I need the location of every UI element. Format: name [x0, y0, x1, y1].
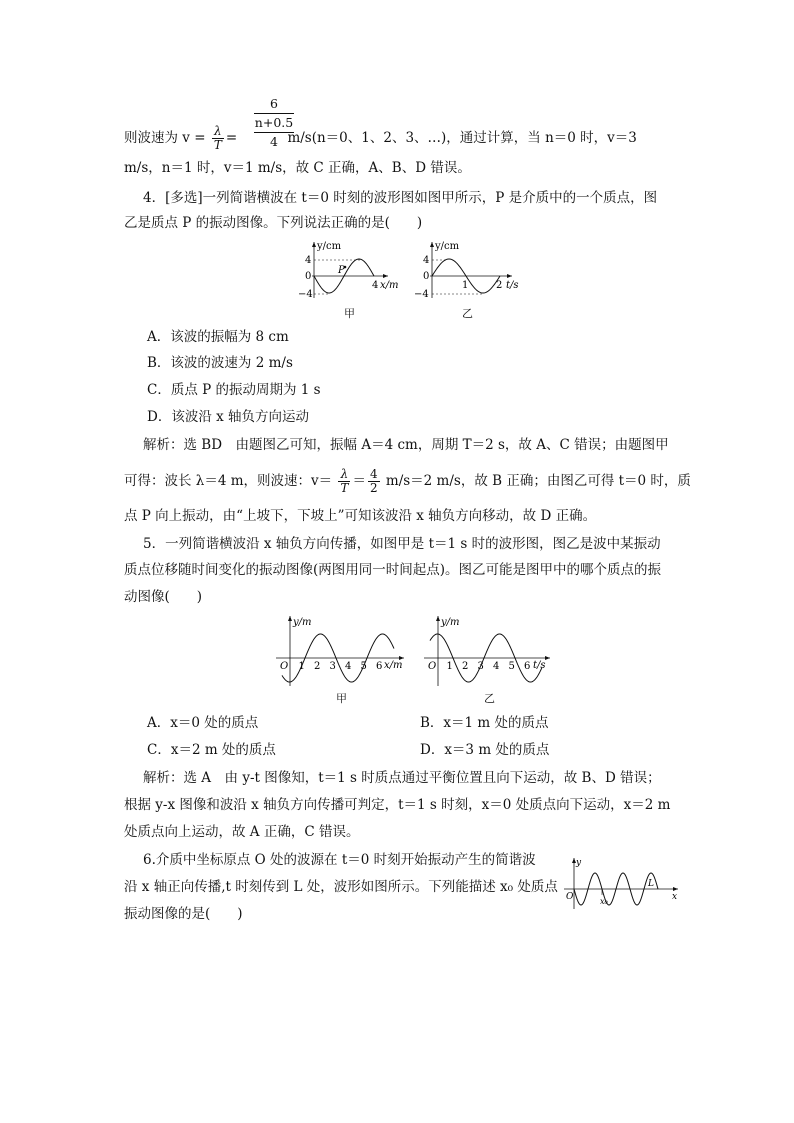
q5-sol-line2: 根据 y-x 图像和波沿 x 轴负方向传播可判定，t＝1 s 时刻，x＝0 处质点向下运动，x＝2 m: [124, 797, 671, 813]
sol3-line1: [124, 125, 637, 152]
big-fraction-mid: n+0.5: [254, 113, 294, 133]
q4-vibration-graph: [410, 238, 535, 302]
caption-yi-5: 乙: [484, 692, 495, 705]
text: ＝: [352, 473, 366, 489]
origin-label: O: [566, 892, 574, 902]
text: 可得：波长 λ＝4 m，则波速：v＝: [124, 473, 333, 489]
tick-4: 4: [305, 255, 312, 266]
q4-line1: 4．[多选]一列简谐横波在 t＝0 时刻的波形图如图甲所示，P 是介质中的一个质点，图: [143, 190, 658, 206]
text: m/s(n＝0、1、2、3、…)，通过计算，当 n＝0 时，v＝3: [283, 130, 637, 146]
t-label: t/s: [533, 660, 546, 671]
q4-sol-line2: [124, 468, 691, 495]
l-label: L: [648, 879, 654, 889]
q4-opt-a: A．该波的振幅为 8 cm: [147, 329, 289, 345]
tick-label: 6: [524, 661, 531, 672]
x-arrow: [673, 887, 678, 891]
frac-num: λ: [338, 468, 350, 482]
y-arrow: [430, 242, 434, 247]
t-arrow: [507, 274, 512, 278]
q6-line3: 振动图像的是( ): [124, 906, 243, 922]
tick-2: 2: [496, 280, 503, 291]
t-label: t/s: [506, 280, 519, 291]
p-label: P: [338, 265, 345, 276]
q5-line3: 动图像( ): [124, 589, 203, 605]
text: 则波速为 v =: [124, 130, 206, 146]
big-fraction-top: 6: [270, 96, 278, 111]
origin-label: O: [428, 661, 437, 672]
frac-num: 4: [369, 467, 378, 481]
q5-vibration-graph: [420, 612, 560, 688]
q4-sol-line3: 点 P 向上振动，由“上坡下，下坡上”可知该波沿 x 轴负方向移动，故 D 正确。: [124, 508, 597, 524]
q6-line1: 6.介质中坐标原点 O 处的波源在 t＝0 时刻开始振动产生的简谐波: [143, 852, 536, 868]
caption-jia: 甲: [344, 307, 355, 320]
q6-line2: 沿 x 轴正向传播,t 时刻传到 L 处，波形如图所示。下列能描述 x₀ 处质点: [124, 879, 558, 895]
fraction: [212, 125, 224, 152]
t-arrow: [545, 656, 550, 660]
tick-label: 1: [446, 661, 453, 672]
q5-line1: 5．一列简谐横波沿 x 轴负方向传播，如图甲是 t＝1 s 时的波形图，图乙是波中某振动: [143, 536, 661, 552]
caption-jia-5: 甲: [336, 692, 347, 705]
x-arrow: [383, 274, 388, 278]
x-label: x/m: [384, 660, 403, 671]
tick-label: 2: [462, 661, 469, 672]
tick-label: 4: [345, 661, 352, 672]
tick-label: 1: [298, 661, 305, 672]
q5-opt-c: C．x＝2 m 处的质点: [147, 742, 276, 758]
y-label: y/cm: [435, 241, 460, 252]
text: m/s＝2 m/s，故 B 正确；由图乙可得 t＝0 时，质: [381, 473, 691, 489]
y-label: y/m: [441, 617, 460, 628]
tick-label: 6: [376, 661, 383, 672]
y-arrow: [436, 616, 440, 621]
q5-opt-a: A．x＝0 处的质点: [147, 715, 259, 731]
tick-4: 4: [423, 255, 430, 266]
y-label: y/cm: [317, 241, 342, 252]
tick-0: 0: [423, 271, 430, 282]
sol3-line2: m/s，n＝1 时，v＝1 m/s，故 C 正确，A、B、D 错误。: [124, 160, 471, 176]
q5-sol-line1: 解析：选 A 由 y-t 图像知，t＝1 s 时质点通过平衡位置且向下运动，故 B、D 错误；: [143, 770, 661, 786]
x-label: x/m: [380, 280, 399, 291]
q4-opt-c: C．质点 P 的振动周期为 1 s: [147, 382, 321, 398]
q4-wave-graph: [290, 238, 410, 302]
tick-label: 5: [360, 661, 367, 672]
tick-m4: −4: [414, 289, 429, 300]
tick-label: 3: [477, 661, 484, 672]
fraction: [368, 468, 380, 495]
q5-opt-d: D．x＝3 m 处的质点: [420, 742, 550, 758]
frac-num: λ: [212, 125, 224, 139]
frac-den: T: [340, 481, 349, 495]
x0-label: x₀: [600, 897, 608, 906]
q6-wave-graph: [560, 855, 684, 911]
y-arrow: [288, 616, 292, 621]
q5-wave-graph: [272, 612, 412, 688]
q4-sol-line1: 解析：选 BD 由题图乙可知，振幅 A＝4 cm，周期 T＝2 s，故 A、C 错误；由题图甲: [143, 437, 669, 453]
y-label: y: [576, 858, 582, 868]
q4-opt-b: B．该波的波速为 2 m/s: [147, 355, 293, 371]
q5-sol-line3: 处质点向上运动，故 A 正确，C 错误。: [124, 824, 360, 840]
q4-opt-d: D．该波沿 x 轴负方向运动: [147, 409, 310, 425]
frac-den: 2: [369, 481, 378, 495]
tick-x4: 4: [372, 280, 379, 291]
tick-labels: [447, 661, 531, 672]
text: =: [225, 130, 238, 146]
q4-line2: 乙是质点 P 的振动图像。下列说法正确的是( ): [124, 215, 423, 231]
tick-label: 4: [493, 661, 500, 672]
big-fraction-den: 4: [270, 134, 278, 149]
tick-m4: −4: [298, 289, 313, 300]
caption-yi: 乙: [462, 307, 473, 320]
tick-0: 0: [305, 271, 312, 282]
y-label: y/m: [293, 617, 312, 628]
q5-opt-b: B．x＝1 m 处的质点: [420, 715, 549, 731]
origin-label: O: [280, 661, 289, 672]
x-label: x: [672, 892, 678, 902]
fraction: [338, 468, 350, 495]
frac-den: T: [213, 138, 222, 152]
tick-labels: [299, 661, 383, 672]
tick-label: 3: [329, 661, 336, 672]
y-arrow: [312, 242, 316, 247]
q5-line2: 质点位移随时间变化的振动图像(两图用同一时间起点)。图乙可能是图甲中的哪个质点的振: [124, 562, 662, 578]
tick-1: 1: [462, 280, 469, 291]
tick-label: 2: [314, 661, 321, 672]
tick-label: 5: [508, 661, 515, 672]
